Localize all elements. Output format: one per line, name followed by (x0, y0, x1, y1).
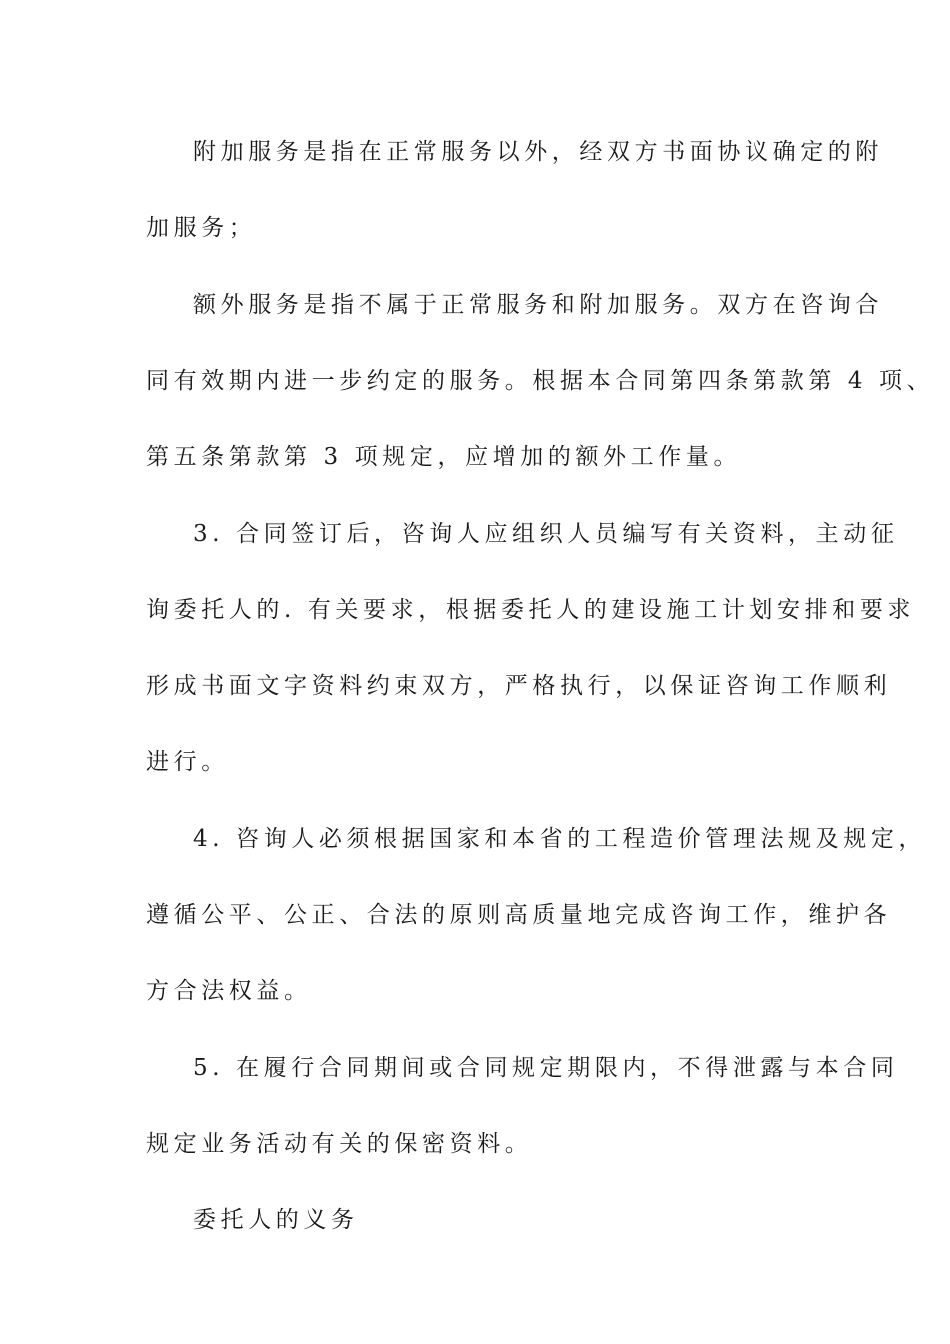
text-line-11: 遵循公平、公正、合法的原则高质量地完成咨询工作，维护各 (146, 902, 892, 928)
section-heading: 委托人的义务 (193, 1207, 359, 1233)
text-line-13: 5. 在履行合同期间或合同规定期限内，不得泄露与本合同 (193, 1055, 899, 1081)
text-line-2: 加服务； (146, 215, 257, 241)
text-line-7: 询委托人的. 有关要求，根据委托人的建设施工计划安排和要求 (146, 597, 916, 623)
text-line-5: 第五条第款第 3 项规定，应增加的额外工作量。 (146, 444, 742, 470)
text-line-4: 同有效期内进一步约定的服务。根据本合同第四条第款第 4 项、 (146, 368, 935, 394)
text-line-14: 规定业务活动有关的保密资料。 (146, 1131, 533, 1157)
text-line-9: 进行。 (146, 749, 229, 775)
text-line-8: 形成书面文字资料约束双方，严格执行，以保证咨询工作顺利 (146, 673, 892, 699)
text-line-3: 额外服务是指不属于正常服务和附加服务。双方在咨询合 (193, 292, 883, 318)
text-line-1: 附加服务是指在正常服务以外，经双方书面协议确定的附 (193, 139, 883, 165)
text-line-12: 方合法权益。 (146, 978, 312, 1004)
text-line-10: 4. 咨询人必须根据国家和本省的工程造价管理法规及规定， (193, 826, 927, 852)
text-line-6: 3. 合同签订后，咨询人应组织人员编写有关资料，主动征 (193, 521, 899, 547)
